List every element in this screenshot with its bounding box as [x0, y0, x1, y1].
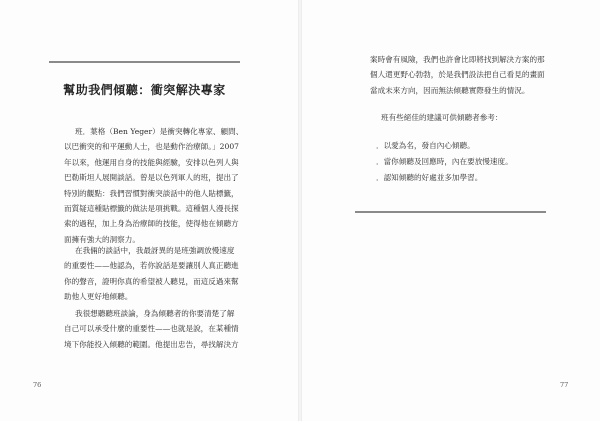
text-line: 的重要性——他認為，若你說話是要讓別人真正聽進 — [64, 261, 239, 271]
title-top-rule — [49, 61, 240, 63]
text-line: 而質疑這種貼標籤的做法是項挑戰。這種個人漫長探 — [64, 204, 239, 214]
text-line: 以巴衝突的和平運動人士，也是動作治療師。」2007 — [64, 142, 239, 152]
text-line: 助他人更好地傾聽。 — [64, 292, 133, 302]
text-line: 索的過程，加上身為治療師的技能，使得他在傾聽方 — [64, 219, 239, 229]
text-line: 面擁有強大的洞察力。 — [64, 234, 140, 244]
text-line: 巴勒斯坦人展開談話。曾是以色列軍人的班，提出了 — [64, 173, 239, 183]
text-line: 當成未來方向，因而無法傾聽實際發生的情況。 — [370, 85, 530, 95]
text-line: 我很想聽聽班談論，身為傾聽者的你要清楚了解 — [75, 309, 235, 318]
page-number-left: 76 — [33, 381, 42, 389]
text-line: 你的聲音，證明你真的希望被人聽見，而這反過來幫 — [64, 276, 239, 286]
advice-bullet-2: ．當你傾聽及回應時，內在要放慢速度。 — [376, 157, 513, 166]
book-spine — [298, 0, 302, 421]
text-line: 境下你能投入傾聽的範圍。他提出忠告，尋找解決方 — [64, 339, 239, 349]
section-bottom-rule — [355, 211, 546, 213]
text-line: 在我倆的談話中，我最訝異的是班強調放慢速度 — [75, 246, 235, 255]
left-paragraph-3 — [64, 306, 245, 352]
text-line: 班．葉格（Ben Yeger）是衝突轉化專家、顧問、 — [75, 127, 244, 136]
left-paragraph-1 — [64, 124, 245, 247]
right-paragraph-1 — [370, 52, 550, 98]
text-line: 年以來，他運用自身的技能與經驗，安排以色列人與 — [64, 157, 239, 167]
left-paragraph-2 — [64, 243, 245, 305]
advice-bullet-3: ．認知傾聽的好處並多加學習。 — [376, 173, 483, 182]
page-number-right: 77 — [560, 381, 569, 389]
text-line: 班有些絕佳的建議可供傾聽者參考： — [381, 113, 503, 122]
right-paragraph-2 — [370, 110, 550, 125]
text-line: 特別的觀點：我們習慣對衝突談話中的他人貼標籤， — [64, 188, 239, 198]
advice-bullet-1: ．以愛為名，發自內心傾聽。 — [376, 141, 475, 150]
text-line: 案時會有風險，我們也許會比即將找到解決方案的那 — [370, 55, 545, 64]
text-line: 自己可以承受什麼的重要性——也就是說，在某種情 — [64, 324, 239, 334]
chapter-title: 幫助我們傾聽：衝突解決專家 — [63, 83, 226, 97]
text-line: 個人還更野心勃勃，於是我們設法把自己看見的畫面 — [370, 70, 545, 80]
